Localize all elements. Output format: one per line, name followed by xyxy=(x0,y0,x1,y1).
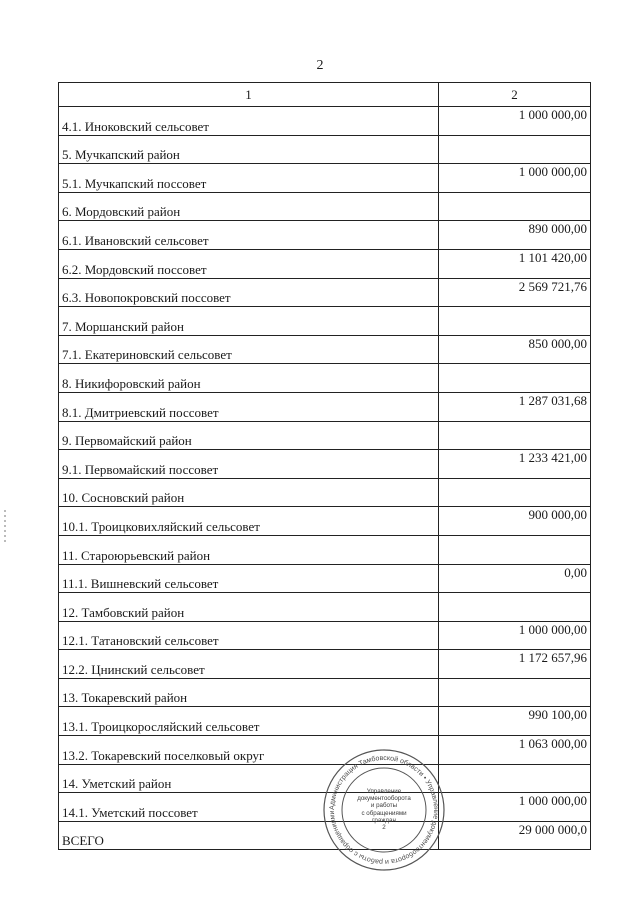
table-row xyxy=(59,650,591,679)
row-amount: 1 000 000,00 xyxy=(439,793,591,822)
total-label: ВСЕГО xyxy=(59,821,439,850)
header-col-2: 2 xyxy=(439,83,591,107)
row-amount: 0,00 xyxy=(439,564,591,593)
table-row xyxy=(59,221,591,250)
table-row xyxy=(59,593,591,622)
total-amount: 29 000 000,0 xyxy=(439,821,591,850)
row-name: 13. Токаревский район xyxy=(59,678,439,707)
table-row xyxy=(59,107,591,136)
row-name: 7.1. Екатериновский сельсовет xyxy=(59,335,439,364)
table-row xyxy=(59,278,591,307)
row-amount xyxy=(439,593,591,622)
row-amount xyxy=(439,307,591,336)
row-name: 11.1. Вишневский сельсовет xyxy=(59,564,439,593)
row-name: 9.1. Первомайский поссовет xyxy=(59,450,439,479)
table-row xyxy=(59,535,591,564)
stamp-line: документооборота xyxy=(357,795,411,803)
stamp-line: и работы xyxy=(370,802,398,810)
row-amount: 1 000 000,00 xyxy=(439,107,591,136)
table-row xyxy=(59,450,591,479)
table-row xyxy=(59,678,591,707)
row-name: 10.1. Троицковихляйский сельсовет xyxy=(59,507,439,536)
table-row xyxy=(59,364,591,393)
stamp-line: Управление xyxy=(366,788,402,795)
row-amount: 1 101 420,00 xyxy=(439,249,591,278)
official-stamp xyxy=(322,748,446,872)
row-name: 12. Тамбовский район xyxy=(59,593,439,622)
row-amount: 1 287 031,68 xyxy=(439,392,591,421)
row-name: 14.1. Уметский поссовет xyxy=(59,793,439,822)
row-amount xyxy=(439,135,591,164)
row-name: 8.1. Дмитриевский поссовет xyxy=(59,392,439,421)
table-row xyxy=(59,249,591,278)
row-amount: 850 000,00 xyxy=(439,335,591,364)
row-amount: 900 000,00 xyxy=(439,507,591,536)
row-amount: 990 100,00 xyxy=(439,707,591,736)
row-amount xyxy=(439,364,591,393)
stamp-line: 2 xyxy=(382,824,386,832)
row-name: 12.1. Татановский сельсовет xyxy=(59,621,439,650)
row-amount xyxy=(439,764,591,793)
scan-margin-mark xyxy=(4,510,6,544)
row-amount: 1 063 000,00 xyxy=(439,736,591,765)
stamp-center-text xyxy=(352,788,416,831)
row-amount: 1 233 421,00 xyxy=(439,450,591,479)
table-row xyxy=(59,335,591,364)
table-row xyxy=(59,164,591,193)
row-name: 4.1. Иноковский сельсовет xyxy=(59,107,439,136)
table-row xyxy=(59,421,591,450)
row-name: 13.1. Троицкоросляйский сельсовет xyxy=(59,707,439,736)
header-col-1: 1 xyxy=(59,83,439,107)
row-name: 13.2. Токаревский поселковый округ xyxy=(59,736,439,765)
table-row xyxy=(59,564,591,593)
table-row xyxy=(59,507,591,536)
row-amount: 1 000 000,00 xyxy=(439,621,591,650)
row-amount: 890 000,00 xyxy=(439,221,591,250)
row-name: 10. Сосновский район xyxy=(59,478,439,507)
row-name: 5.1. Мучкапский поссовет xyxy=(59,164,439,193)
page-number: 2 xyxy=(316,58,324,73)
row-name: 12.2. Цнинский сельсовет xyxy=(59,650,439,679)
row-amount xyxy=(439,421,591,450)
table-header-row xyxy=(59,83,591,107)
stamp-line: граждан xyxy=(372,816,396,824)
row-name: 14. Уметский район xyxy=(59,764,439,793)
table-row xyxy=(59,707,591,736)
row-name: 6. Мордовский район xyxy=(59,192,439,221)
stamp-line: с обращениями xyxy=(361,809,407,817)
row-amount xyxy=(439,678,591,707)
row-name: 9. Первомайский район xyxy=(59,421,439,450)
row-name: 5. Мучкапский район xyxy=(59,135,439,164)
row-name: 7. Моршанский район xyxy=(59,307,439,336)
table-row xyxy=(59,392,591,421)
row-name: 6.3. Новопокровский поссовет xyxy=(59,278,439,307)
row-name: 6.2. Мордовский поссовет xyxy=(59,249,439,278)
row-amount: 1 172 657,96 xyxy=(439,650,591,679)
row-name: 8. Никифоровский район xyxy=(59,364,439,393)
row-amount: 2 569 721,76 xyxy=(439,278,591,307)
table-row xyxy=(59,192,591,221)
table-row xyxy=(59,478,591,507)
table-row xyxy=(59,135,591,164)
row-amount: 1 000 000,00 xyxy=(439,164,591,193)
row-name: 6.1. Ивановский сельсовет xyxy=(59,221,439,250)
table-row xyxy=(59,621,591,650)
row-amount xyxy=(439,192,591,221)
row-name: 11. Староюрьевский район xyxy=(59,535,439,564)
table-row xyxy=(59,307,591,336)
stamp-ring-text: Администрация Тамбовской области • Управление документооборота и работы с обращениями xyxy=(328,754,440,866)
row-amount xyxy=(439,535,591,564)
allocation-table xyxy=(58,82,591,850)
row-amount xyxy=(439,478,591,507)
